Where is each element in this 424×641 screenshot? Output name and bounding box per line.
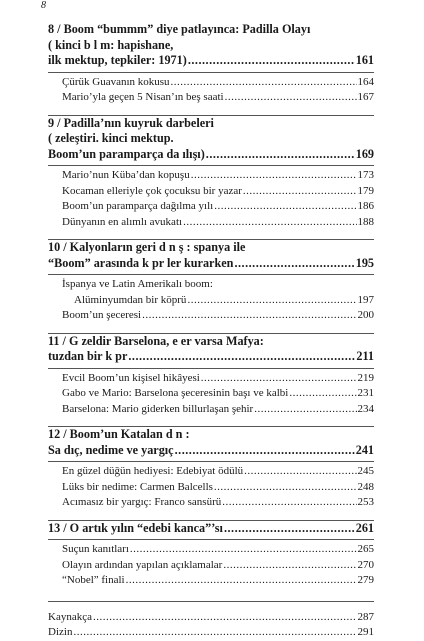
toc-entry [62, 386, 374, 402]
chapter-title-line: 10 / Kalyonların geri d n ş : spanya ile [48, 240, 246, 254]
entry-title: Mario’nun Küba’dan kopuşu [62, 169, 190, 181]
toc-chapter [48, 427, 374, 521]
toc-entry [62, 402, 374, 418]
entry-page-number: 245 [357, 465, 374, 477]
chapter-title-row [48, 256, 374, 272]
toc-entry [62, 464, 374, 480]
toc-entry [62, 215, 374, 231]
leader-dots [191, 168, 357, 184]
toc-chapter [48, 521, 374, 595]
chapter-page-number: 261 [355, 520, 374, 535]
leader-dots [128, 349, 355, 365]
leader-dots [175, 443, 355, 459]
entry-title: Kaynakça [48, 610, 92, 623]
leader-dots [171, 75, 357, 91]
chapter-title-line: ( zeleştiri. kinci mektup. [48, 131, 174, 145]
toc-entry [62, 371, 374, 387]
chapter-sections [48, 166, 374, 236]
toc-entry [62, 277, 374, 293]
leader-dots [201, 371, 357, 387]
chapter-title-line: 8 / Boom “bummm” diye patlayınca: Padilla Olayı [48, 22, 311, 36]
toc-entry [62, 90, 374, 106]
entry-page-number: 279 [357, 574, 374, 586]
leader-dots [130, 542, 357, 558]
back-matter-entry [48, 625, 374, 641]
toc-entry [62, 308, 374, 324]
chapter-page-number: 161 [355, 53, 374, 67]
entry-title: Acımasız bir yargıç: Franco sansürü [62, 496, 222, 508]
section-divider [48, 601, 374, 602]
chapter-page-number: 169 [355, 146, 374, 161]
entry-title: Dizin [48, 626, 73, 638]
chapter-title-text: “Boom” arasında k pr ler kurarken [48, 255, 234, 270]
toc-entry [62, 573, 374, 589]
entry-title: İspanya ve Latin Amerikalı boom: [62, 278, 213, 290]
entry-title: Dünyanın en alımlı avukatı [62, 215, 183, 228]
chapter-title-line: 9 / Padilla’nın kuyruk darbeleri [48, 115, 214, 130]
entry-page-number: 173 [357, 169, 374, 181]
leader-dots [93, 610, 357, 626]
toc-entry [62, 168, 374, 184]
toc-chapter [48, 116, 374, 241]
entry-title: En güzel düğün hediyesi: Edebiyat ödülü [62, 465, 244, 477]
entry-page-number: 287 [357, 610, 374, 623]
chapter-page-number: 241 [355, 442, 374, 457]
entry-title: “Nobel” finali [62, 574, 125, 586]
entry-page-number: 219 [357, 371, 374, 384]
entry-page-number: 253 [357, 496, 374, 508]
entry-title: Lüks bir nedime: Carmen Balcells [62, 480, 213, 493]
entry-title: Mario’yla geçen 5 Nisan’ın beş saati [62, 91, 224, 103]
entry-page-number: 197 [357, 293, 374, 306]
entry-page-number: 164 [357, 75, 374, 88]
chapter-page-number: 211 [356, 349, 374, 363]
leader-dots [126, 573, 357, 589]
leader-dots [187, 293, 356, 309]
chapter-title-row [48, 147, 374, 163]
toc-entry [62, 75, 374, 91]
chapter-title-line: 11 / G zeldir Barselona, e er varsa Mafya: [48, 333, 264, 348]
leader-dots [243, 184, 357, 200]
entry-title: Boom’un şeceresi [62, 309, 142, 321]
chapter-title-line: 12 / Boom’un Katalan d n : [48, 427, 190, 441]
chapter-title-row [48, 521, 374, 537]
leader-dots [222, 495, 356, 511]
chapter-title-text: Sa dıç, nedime ve yargıç [48, 442, 174, 457]
entry-page-number: 234 [357, 402, 374, 415]
toc-entry [62, 558, 374, 574]
leader-dots [244, 464, 356, 480]
entry-page-number: 179 [357, 184, 374, 197]
chapter-page-number: 195 [355, 255, 374, 270]
table-of-contents [48, 22, 374, 641]
toc-entry [62, 199, 374, 215]
entry-page-number: 200 [357, 309, 374, 321]
leader-dots [73, 625, 356, 641]
chapter-title-text: Boom’un paramparça da ılışı) [48, 146, 205, 161]
leader-dots [188, 53, 355, 69]
chapter-sections [48, 275, 374, 330]
entry-page-number: 186 [357, 200, 374, 212]
entry-page-number: 167 [357, 91, 374, 103]
entry-page-number: 270 [357, 558, 374, 571]
entry-title: Olayın ardından yapılan açıklamalar [62, 558, 223, 571]
back-matter-entry [48, 610, 374, 626]
entry-title: Alüminyumdan bir köprü [74, 293, 187, 306]
leader-dots [206, 147, 355, 163]
chapter-sections [48, 540, 374, 595]
entry-title: Suçun kanıtları [62, 543, 129, 555]
toc-entry [62, 542, 374, 558]
toc-chapter [48, 334, 374, 428]
entry-title: Kocaman elleriyle çok çocuksu bir yazar [62, 184, 242, 197]
entry-title: Çürük Guavanın kokusu [62, 75, 170, 88]
toc-entry [62, 495, 374, 511]
entry-title: Barselona: Mario giderken billurlaşan şehir [62, 402, 254, 415]
chapter-title-text: ilk mektup, tepkiler: 1971) [48, 53, 187, 67]
chapter-sections [48, 369, 374, 424]
leader-dots [214, 199, 356, 215]
toc-entry [62, 293, 374, 309]
entry-title: Boom’un paramparça dağılma yılı [62, 200, 214, 212]
entry-title: Evcil Boom’un kişisel hikâyesi [62, 371, 200, 384]
leader-dots [289, 386, 356, 402]
chapter-title-text: 13 / O artık yılın “edebi kanca”’sı [48, 520, 223, 535]
leader-dots [183, 215, 356, 231]
toc-entry [62, 480, 374, 496]
leader-dots [254, 402, 356, 418]
leader-dots [224, 521, 355, 537]
entry-page-number: 248 [357, 480, 374, 493]
entry-page-number: 188 [357, 215, 374, 228]
leader-dots [234, 256, 354, 272]
chapter-sections [48, 73, 374, 112]
entry-title: Gabo ve Mario: Barselona şeceresinin başı ve kalbi [62, 387, 289, 399]
chapter-sections [48, 462, 374, 517]
entry-page-number: 265 [357, 543, 374, 555]
page-number: 8 [41, 0, 46, 11]
entry-page-number: 231 [357, 387, 374, 399]
chapter-title-line: ( kinci b l m: hapishane, [48, 37, 174, 52]
toc-chapter [48, 240, 374, 334]
chapter-title-row [48, 53, 374, 69]
leader-dots [223, 558, 356, 574]
entry-page-number: 291 [357, 626, 374, 638]
chapter-title-row [48, 443, 374, 459]
chapter-title-row [48, 349, 374, 365]
chapter-title-text: tuzdan bir k pr [48, 349, 128, 363]
leader-dots [225, 90, 357, 106]
toc-entry [62, 184, 374, 200]
leader-dots [214, 480, 357, 496]
toc-chapter [48, 22, 374, 116]
leader-dots [142, 308, 356, 324]
